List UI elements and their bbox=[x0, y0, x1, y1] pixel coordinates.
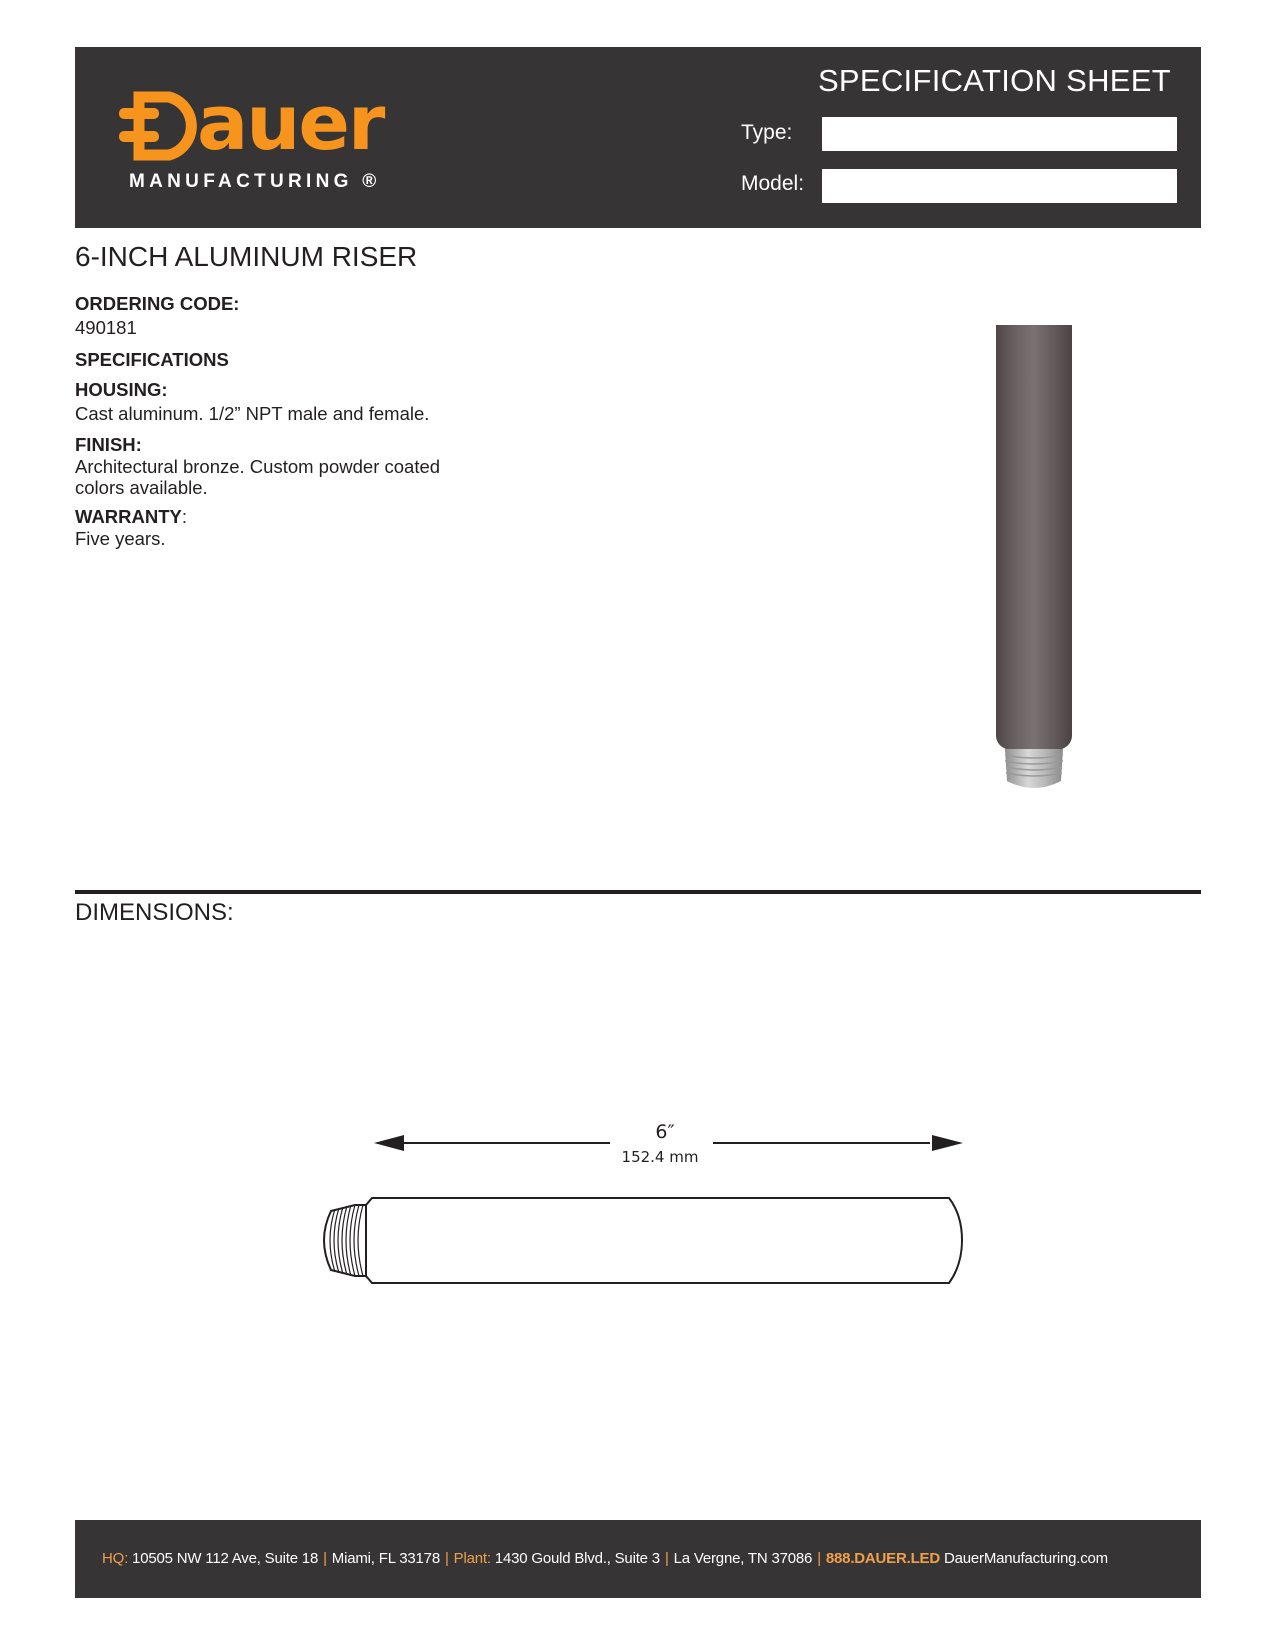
housing-section bbox=[75, 379, 495, 424]
specifications-heading: SPECIFICATIONS bbox=[75, 349, 229, 370]
finish-label: FINISH: bbox=[75, 434, 142, 455]
dimension-length-metric: 152.4 mm bbox=[621, 1148, 699, 1166]
warranty-section bbox=[75, 506, 495, 549]
hq-label: HQ: bbox=[102, 1550, 129, 1567]
riser-product-photo bbox=[995, 325, 1073, 791]
finish-value-line1: Architectural bronze. Custom powder coated bbox=[75, 456, 441, 477]
finish-value-line2: colors available. bbox=[75, 477, 208, 498]
plant-city: La Vergne, TN 37086 bbox=[673, 1550, 813, 1567]
separator: | bbox=[664, 1550, 669, 1567]
website-link[interactable]: DauerManufacturing.com bbox=[943, 1550, 1108, 1567]
warranty-value: Five years. bbox=[75, 528, 166, 549]
product-title: 6-INCH ALUMINUM RISER bbox=[75, 241, 418, 272]
header-banner bbox=[75, 47, 1201, 228]
logo-subtext: MANUFACTURING ® bbox=[129, 171, 381, 192]
footer-banner bbox=[75, 1520, 1201, 1598]
ordering-code-value: 490181 bbox=[75, 317, 137, 338]
plant-address: 1430 Gould Blvd., Suite 3 bbox=[494, 1550, 660, 1567]
riser-outline-drawing bbox=[324, 1198, 962, 1283]
warranty-label bbox=[75, 506, 495, 528]
thread-lines-icon bbox=[330, 1205, 363, 1276]
phone-number[interactable]: 888.DAUER.LED bbox=[825, 1550, 940, 1567]
type-label: Type: bbox=[741, 121, 793, 144]
plant-label: Plant: bbox=[453, 1550, 491, 1567]
housing-label: HOUSING: bbox=[75, 379, 168, 400]
logo bbox=[119, 78, 419, 201]
spec-sheet-title: SPECIFICATION SHEET bbox=[817, 63, 1171, 98]
dimension-length-imperial: 6″ bbox=[655, 1121, 675, 1143]
model-field[interactable] bbox=[822, 169, 1177, 203]
footer-contact-line bbox=[102, 1550, 1108, 1567]
warranty-label-text: WARRANTY bbox=[75, 506, 182, 527]
section-divider bbox=[75, 890, 1201, 894]
hq-city: Miami, FL 33178 bbox=[331, 1550, 440, 1567]
specifications-heading-section bbox=[75, 349, 495, 371]
hq-address: 10505 NW 112 Ave, Suite 18 bbox=[132, 1550, 319, 1567]
separator: | bbox=[323, 1550, 327, 1567]
housing-value: Cast aluminum. 1/2” NPT male and female. bbox=[75, 403, 430, 424]
ordering-code-section bbox=[75, 293, 495, 338]
finish-section bbox=[75, 434, 495, 498]
dauer-d-plug-icon bbox=[119, 91, 209, 161]
ordering-code-label: ORDERING CODE: bbox=[75, 293, 240, 314]
warranty-label-colon: : bbox=[181, 506, 188, 527]
type-field[interactable] bbox=[822, 117, 1177, 151]
model-label: Model: bbox=[741, 172, 805, 195]
separator: | bbox=[444, 1550, 449, 1567]
separator: | bbox=[817, 1550, 821, 1567]
logo-wordmark: auer bbox=[197, 78, 384, 167]
dimensions-title: DIMENSIONS: bbox=[75, 899, 234, 926]
